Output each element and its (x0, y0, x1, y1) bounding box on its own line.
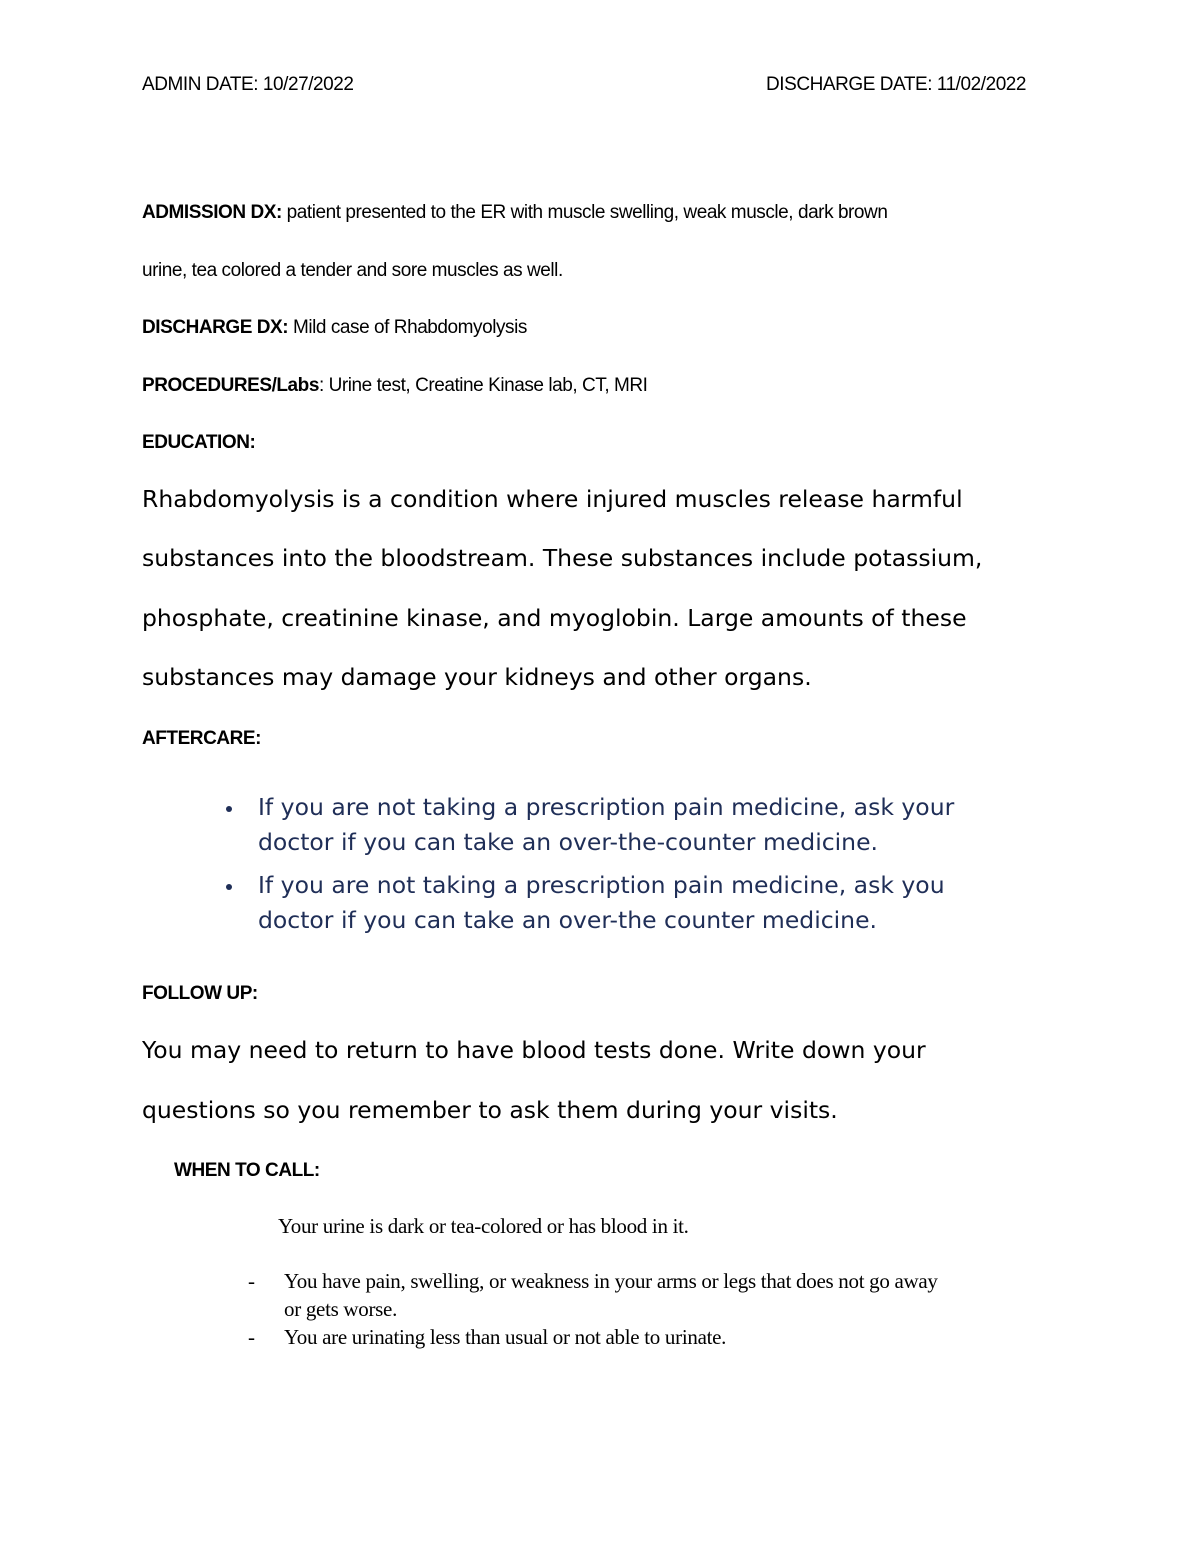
when-to-call-item-1-line2: or gets worse. (284, 1297, 398, 1321)
bullet-icon (226, 884, 232, 890)
when-to-call-label: WHEN TO CALL: (174, 1160, 320, 1181)
education-label: EDUCATION: (142, 432, 256, 453)
admission-dx-text: patient presented to the ER with muscle swelling, weak muscle, dark brown (281, 202, 888, 223)
when-to-call-intro: Your urine is dark or tea-colored or has blood in it. (278, 1214, 689, 1238)
education-line-2: substances into the bloodstream. These substances include potassium, (142, 544, 983, 572)
aftercare-bullet-1-line2: doctor if you can take an over-the-counter medicine. (258, 828, 879, 856)
when-to-call-item-2-line1: You are urinating less than usual or not able to urinate. (284, 1325, 727, 1349)
discharge-dx (142, 317, 527, 339)
admission-dx-line2: urine, tea colored a tender and sore muscles as well. (142, 260, 563, 281)
dash-bullet: - (248, 1325, 255, 1349)
follow-up-line-1: You may need to return to have blood tests done. Write down your (142, 1036, 926, 1064)
procedures-text: : Urine test, Creatine Kinase lab, CT, MRI (318, 375, 648, 396)
follow-up-line-2: questions so you remember to ask them during your visits. (142, 1096, 838, 1124)
dash-bullet: - (248, 1269, 255, 1293)
admission-dx-line1 (142, 202, 887, 224)
discharge-date: DISCHARGE DATE: 11/02/2022 (766, 74, 1027, 95)
discharge-dx-label: DISCHARGE DX: (142, 317, 289, 338)
aftercare-bullet-2-line1: If you are not taking a prescription pain medicine, ask you (258, 871, 945, 899)
bullet-icon (226, 806, 232, 812)
education-line-3: phosphate, creatinine kinase, and myoglobin. Large amounts of these (142, 604, 967, 632)
admission-dx-label: ADMISSION DX: (142, 202, 282, 223)
follow-up-label: FOLLOW UP: (142, 983, 258, 1004)
admin-date: ADMIN DATE: 10/27/2022 (142, 74, 354, 95)
education-line-1: Rhabdomyolysis is a condition where injured muscles release harmful (142, 485, 963, 513)
when-to-call-item-1-line1: You have pain, swelling, or weakness in your arms or legs that does not go away (284, 1269, 938, 1293)
aftercare-bullet-2-line2: doctor if you can take an over-the counter medicine. (258, 906, 877, 934)
procedures-label: PROCEDURES/Labs (142, 375, 319, 396)
education-line-4: substances may damage your kidneys and other organs. (142, 663, 812, 691)
aftercare-bullet-1-line1: If you are not taking a prescription pain medicine, ask your (258, 793, 955, 821)
discharge-dx-text: Mild case of Rhabdomyolysis (288, 317, 527, 338)
aftercare-label: AFTERCARE: (142, 728, 261, 749)
procedures (142, 375, 647, 397)
